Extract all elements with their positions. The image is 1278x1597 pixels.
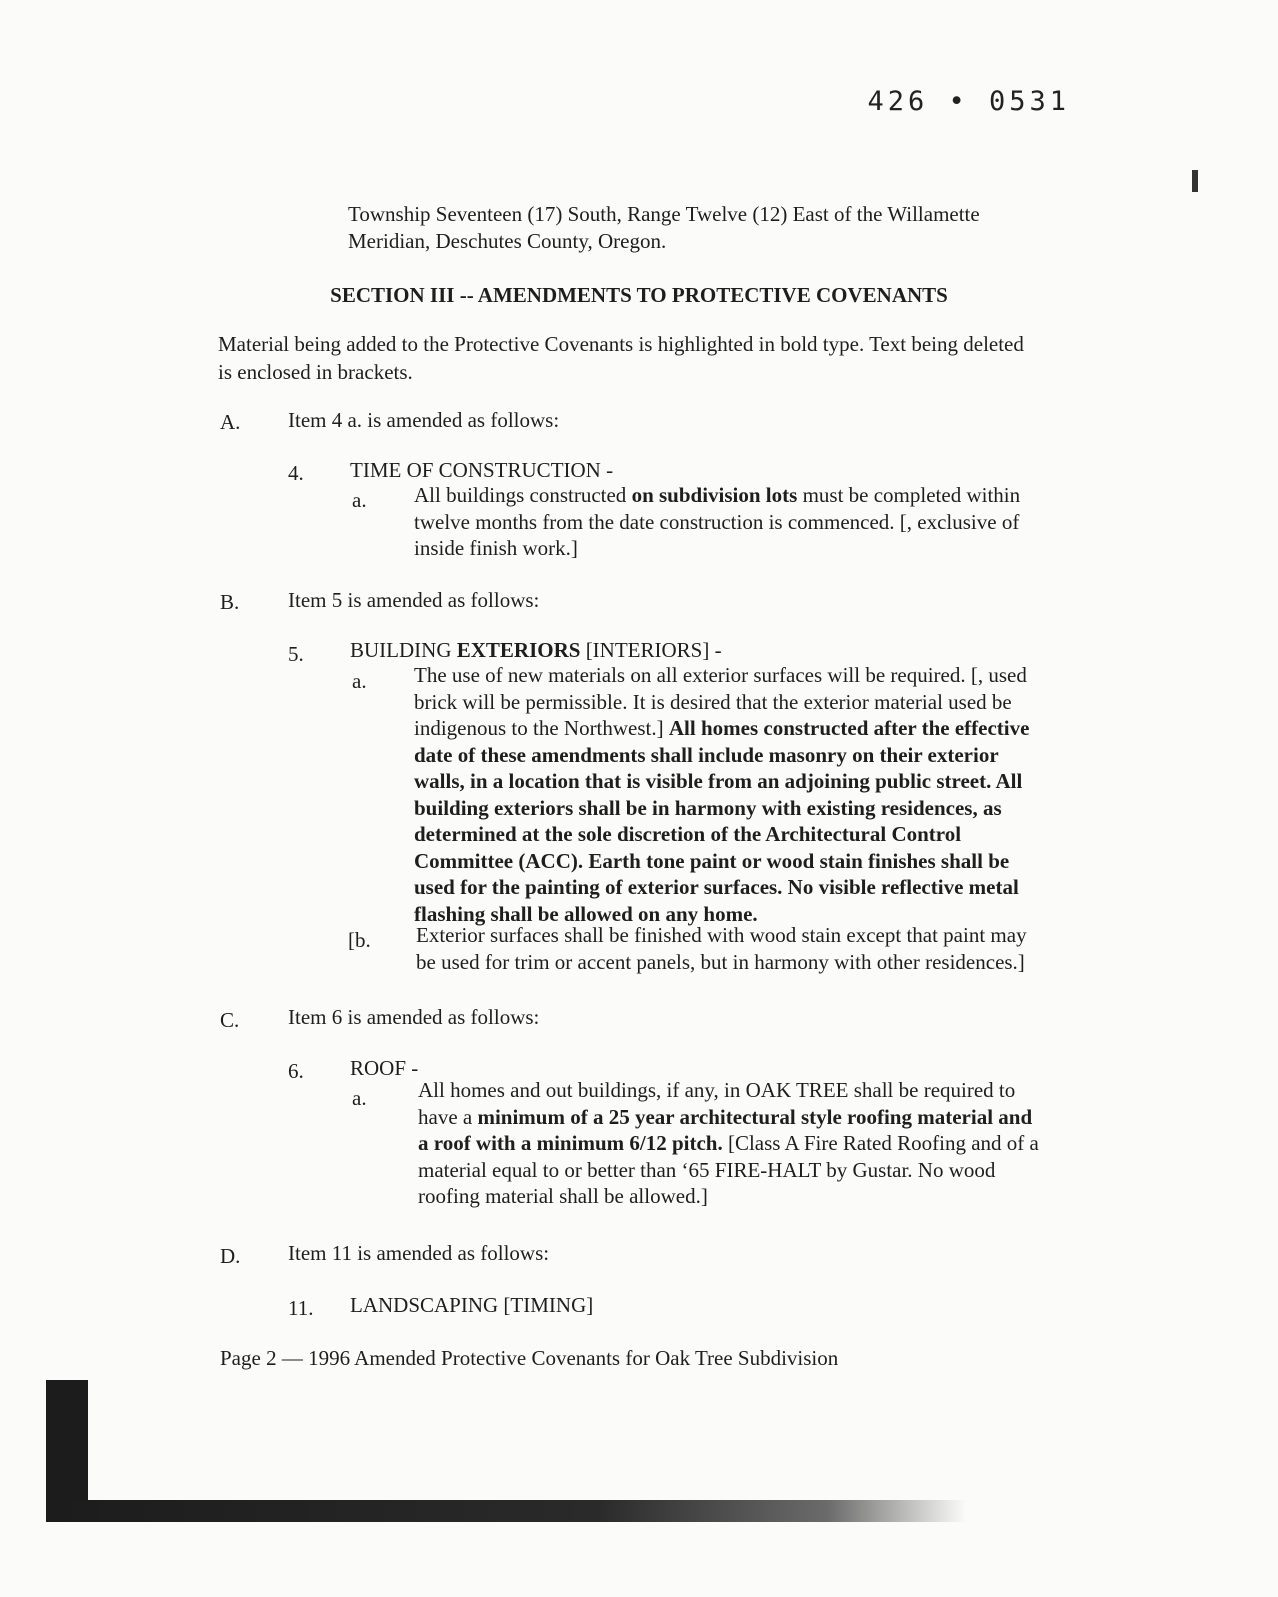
- item-b-deleted-line-2: be used for trim or accent panels, but in harmony with other residences.]: [416, 949, 1025, 974]
- item-d-letter: D.: [220, 1244, 241, 1268]
- item-c-line-3: a roof with a minimum 6/12 pitch. [Class A Fire Rated Roofing and of a: [418, 1131, 1039, 1155]
- intro-line-2: Meridian, Deschutes County, Oregon.: [348, 229, 667, 253]
- item-a-text: Item 4 a. is amended as follows:: [288, 408, 560, 432]
- item-d-number: 11.: [288, 1296, 314, 1320]
- item-d-text: Item 11 is amended as follows:: [288, 1241, 550, 1265]
- item-b-sub-label-b: [b.: [348, 928, 371, 952]
- item-c-heading: ROOF -: [350, 1056, 419, 1080]
- item-b-line-6: building exteriors shall be in harmony with existing residences, as: [414, 795, 1002, 820]
- item-c-letter: C.: [220, 1008, 240, 1032]
- item-a-line-2: twelve months from the date construction is commenced. [, exclusive of: [414, 509, 1020, 534]
- item-b-line-3: indigenous to the Northwest.] All homes constructed after the effective: [414, 716, 1030, 740]
- item-a-number: 4.: [288, 461, 304, 485]
- intro-line-1: Township Seventeen (17) South, Range Twelve (12) East of the Willamette: [348, 202, 980, 226]
- item-a-heading: TIME OF CONSTRUCTION -: [350, 458, 614, 482]
- item-a-line-3: inside finish work.]: [414, 536, 578, 560]
- item-b-line-7: determined at the sole discretion of the Architectural Control: [414, 822, 962, 846]
- item-c-line-2: have a minimum of a 25 year architectural style roofing material and: [418, 1104, 1033, 1129]
- item-b-heading: BUILDING EXTERIORS [INTERIORS] -: [350, 638, 722, 662]
- scan-border-horizontal: [46, 1500, 966, 1522]
- item-b-line-2: brick will be permissible. It is desired that the exterior material used be: [414, 689, 1012, 714]
- item-d-heading: LANDSCAPING [TIMING]: [350, 1293, 594, 1317]
- item-a-letter: A.: [220, 410, 241, 434]
- item-a-body: [414, 482, 1054, 562]
- item-b-line-1: The use of new materials on all exterior surfaces will be required. [, used: [414, 663, 1027, 687]
- item-a-sub-label: a.: [352, 488, 367, 512]
- note-line-1: Material being added to the Protective Covenants is highlighted in bold type. Text being deleted: [218, 332, 1024, 356]
- item-b-line-10: flashing shall be allowed on any home.: [414, 901, 758, 926]
- item-b-sub-label: a.: [352, 669, 367, 693]
- recording-stamp: 426 • 0531: [867, 86, 1070, 117]
- item-b-line-4: date of these amendments shall include masonry on their exterior: [414, 742, 999, 767]
- scan-edge-mark: [1192, 170, 1198, 192]
- item-b-line-8: Committee (ACC). Earth tone paint or wood stain finishes shall be: [414, 848, 1010, 873]
- item-b-letter: B.: [220, 590, 240, 614]
- item-c-text: Item 6 is amended as follows:: [288, 1005, 540, 1029]
- item-b-deleted-body: [416, 922, 1056, 975]
- item-b-body: [414, 662, 1054, 927]
- section-title: SECTION III -- AMENDMENTS TO PROTECTIVE COVENANTS: [330, 283, 948, 307]
- item-c-line-1: All homes and out buildings, if any, in OAK TREE shall be required to: [418, 1078, 1016, 1102]
- page-footer: Page 2 — 1996 Amended Protective Covenants for Oak Tree Subdivision: [220, 1346, 839, 1370]
- item-c-line-4: material equal to or better than ‘65 FIRE-HALT by Gustar. No wood: [418, 1157, 996, 1182]
- item-b-line-5: walls, in a location that is visible from an adjoining public street. All: [414, 769, 1023, 793]
- item-c-body: [418, 1077, 1058, 1210]
- item-b-number: 5.: [288, 642, 304, 666]
- item-b-deleted-line-1: Exterior surfaces shall be finished with wood stain except that paint may: [416, 923, 1027, 947]
- item-a-line-1: All buildings constructed on subdivision lots must be completed within: [414, 483, 1021, 507]
- item-b-text: Item 5 is amended as follows:: [288, 588, 540, 612]
- item-c-number: 6.: [288, 1059, 304, 1083]
- item-c-line-5: roofing material shall be allowed.]: [418, 1184, 708, 1208]
- note-line-2: is enclosed in brackets.: [218, 360, 413, 384]
- item-b-line-9: used for the painting of exterior surfaces. No visible reflective metal: [414, 875, 1019, 899]
- item-c-sub-label: a.: [352, 1086, 367, 1110]
